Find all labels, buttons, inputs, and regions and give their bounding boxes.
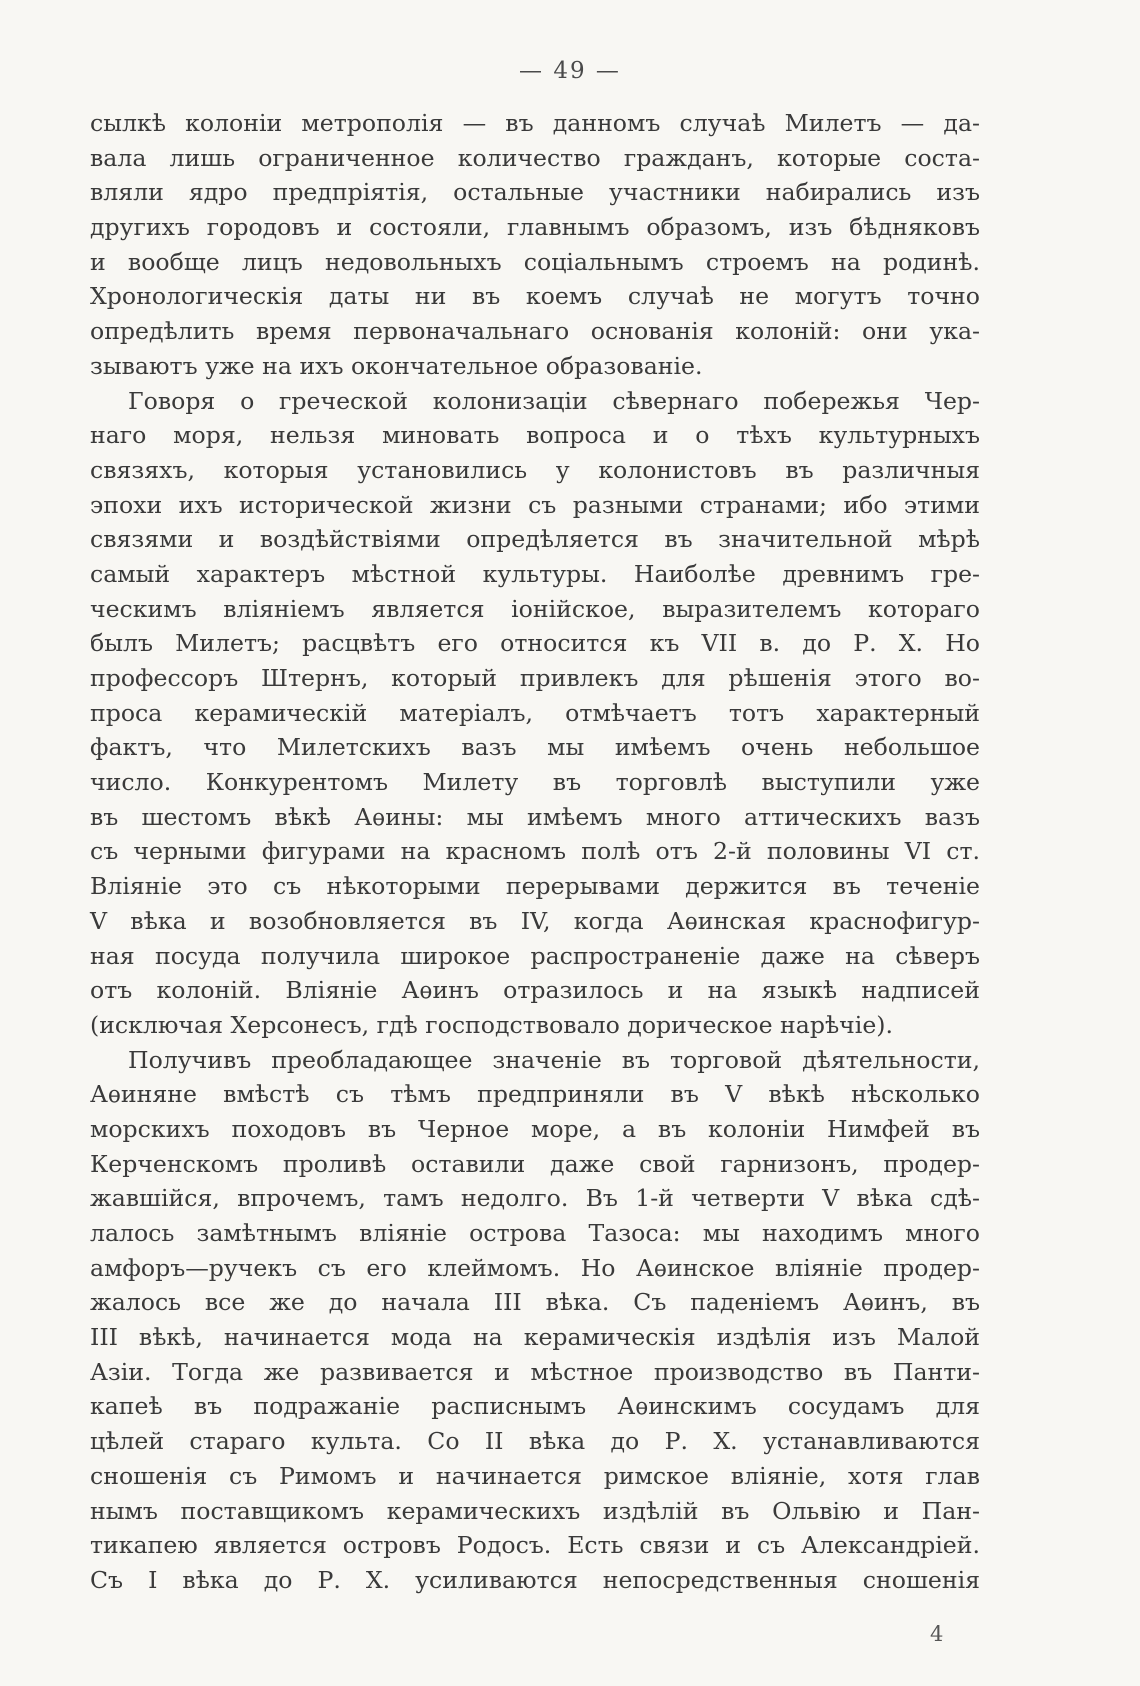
text-line: въ шестомъ вѣкѣ Аѳины: мы имѣемъ много аттическихъ вазъ [90,802,980,831]
text-line: цѣлей стараго культа. Со II вѣка до Р. Х. устанавливаются [90,1427,980,1456]
text-line: (исключая Херсонесъ, гдѣ господствовало дорическое нарѣчіе). [90,1010,893,1039]
text-line: связями и воздѣйствіями опредѣляется въ значительной мѣрѣ [90,525,980,554]
text-line: III вѣкѣ, начинается мода на керамическія издѣлія изъ Малой [90,1323,980,1352]
text-line: Вліяніе это съ нѣкоторыми перерывами держится въ теченіе [90,872,980,901]
text-line: другихъ городовъ и состояли, главнымъ образомъ, изъ бѣдняковъ [90,213,980,242]
page-number: — 49 — [519,58,621,84]
text-line: Азіи. Тогда же развивается и мѣстное производство въ Панти- [90,1357,980,1386]
text-line: нымъ поставщикомъ керамическихъ издѣлій въ Ольвію и Пан- [90,1496,980,1525]
printer-signature: 4 [930,1622,944,1646]
text-line: и вообще лицъ недовольныхъ соціальнымъ строемъ на родинѣ. [90,247,980,276]
text-line: жавшійся, впрочемъ, тамъ недолго. Въ 1-й четверти V вѣка сдѣ- [90,1184,980,1213]
text-line: проса керамическій матеріалъ, отмѣчаетъ тотъ характерный [90,698,980,727]
text-line: ная посуда получила широкое распространеніе даже на сѣверъ [90,941,980,970]
text-line: Получивъ преобладающее значеніе въ торговой дѣятельности, [128,1045,980,1074]
text-line: былъ Милетъ; расцвѣтъ его относится къ VII в. до Р. Х. Но [90,629,980,658]
text-line: эпохи ихъ исторической жизни съ разными странами; ибо этими [90,490,980,519]
text-line: отъ колоній. Вліяніе Аѳинъ отразилось и на языкѣ надписей [90,976,980,1005]
text-line: опредѣлить время первоначальнаго основанія колоній: они ука- [90,317,980,346]
text-line: амфоръ—ручекъ съ его клеймомъ. Но Аѳинское вліяніе продер- [90,1253,980,1282]
text-line: ческимъ вліяніемъ является іонійское, выразителемъ котораго [90,594,980,623]
text-line: вляли ядро предпріятія, остальные участники набирались изъ [90,178,980,207]
body-text [90,106,980,1598]
text-line: сылкѣ колоніи метрополія — въ данномъ случаѣ Милетъ — да- [90,109,980,137]
text-line: капеѣ въ подражаніе расписнымъ Аѳинскимъ сосудамъ для [90,1392,980,1421]
text-line: V вѣка и возобновляется въ IV, когда Аѳинская краснофигур- [90,906,980,935]
text-line: тикапею является островъ Родосъ. Есть связи и съ Александріей. [90,1531,980,1560]
text-line: Съ I вѣка до Р. Х. усиливаются непосредственныя сношенія [90,1565,980,1594]
text-line: морскихъ походовъ въ Черное море, а въ колоніи Нимфей въ [90,1114,980,1143]
text-line: Аѳиняне вмѣстѣ съ тѣмъ предприняли въ V вѣкѣ нѣсколько [90,1080,980,1109]
text-line: самый характеръ мѣстной культуры. Наиболѣе древнимъ гре- [90,559,980,588]
text-line: вала лишь ограниченное количество гражданъ, которые соста- [90,143,980,172]
text-line: жалось все же до начала III вѣка. Съ паденіемъ Аѳинъ, въ [90,1288,980,1317]
text-line: лалось замѣтнымъ вліяніе острова Тазоса: мы находимъ много [90,1219,980,1247]
text-line: сношенія съ Римомъ и начинается римское вліяніе, хотя глав [90,1461,980,1490]
text-line: Керченскомъ проливѣ оставили даже свой гарнизонъ, продер- [90,1149,980,1178]
text-line: Говоря о греческой колонизаціи сѣвернаго побережья Чер- [128,386,980,415]
text-line: число. Конкурентомъ Милету въ торговлѣ выступили уже [90,768,980,797]
text-line: съ черными фигурами на красномъ полѣ отъ 2-й половины VI ст. [90,837,980,866]
text-line: связяхъ, которыя установились у колонистовъ въ различныя [90,455,980,484]
text-line: наго моря, нельзя миновать вопроса и о тѣхъ культурныхъ [90,421,980,450]
text-line: зываютъ уже на ихъ окончательное образованіе. [90,351,703,380]
text-line: фактъ, что Милетскихъ вазъ мы имѣемъ очень небольшое [90,733,980,762]
text-line: Хронологическія даты ни въ коемъ случаѣ не могутъ точно [90,282,980,311]
text-line: профессоръ Штернъ, который привлекъ для рѣшенія этого во- [90,664,980,692]
